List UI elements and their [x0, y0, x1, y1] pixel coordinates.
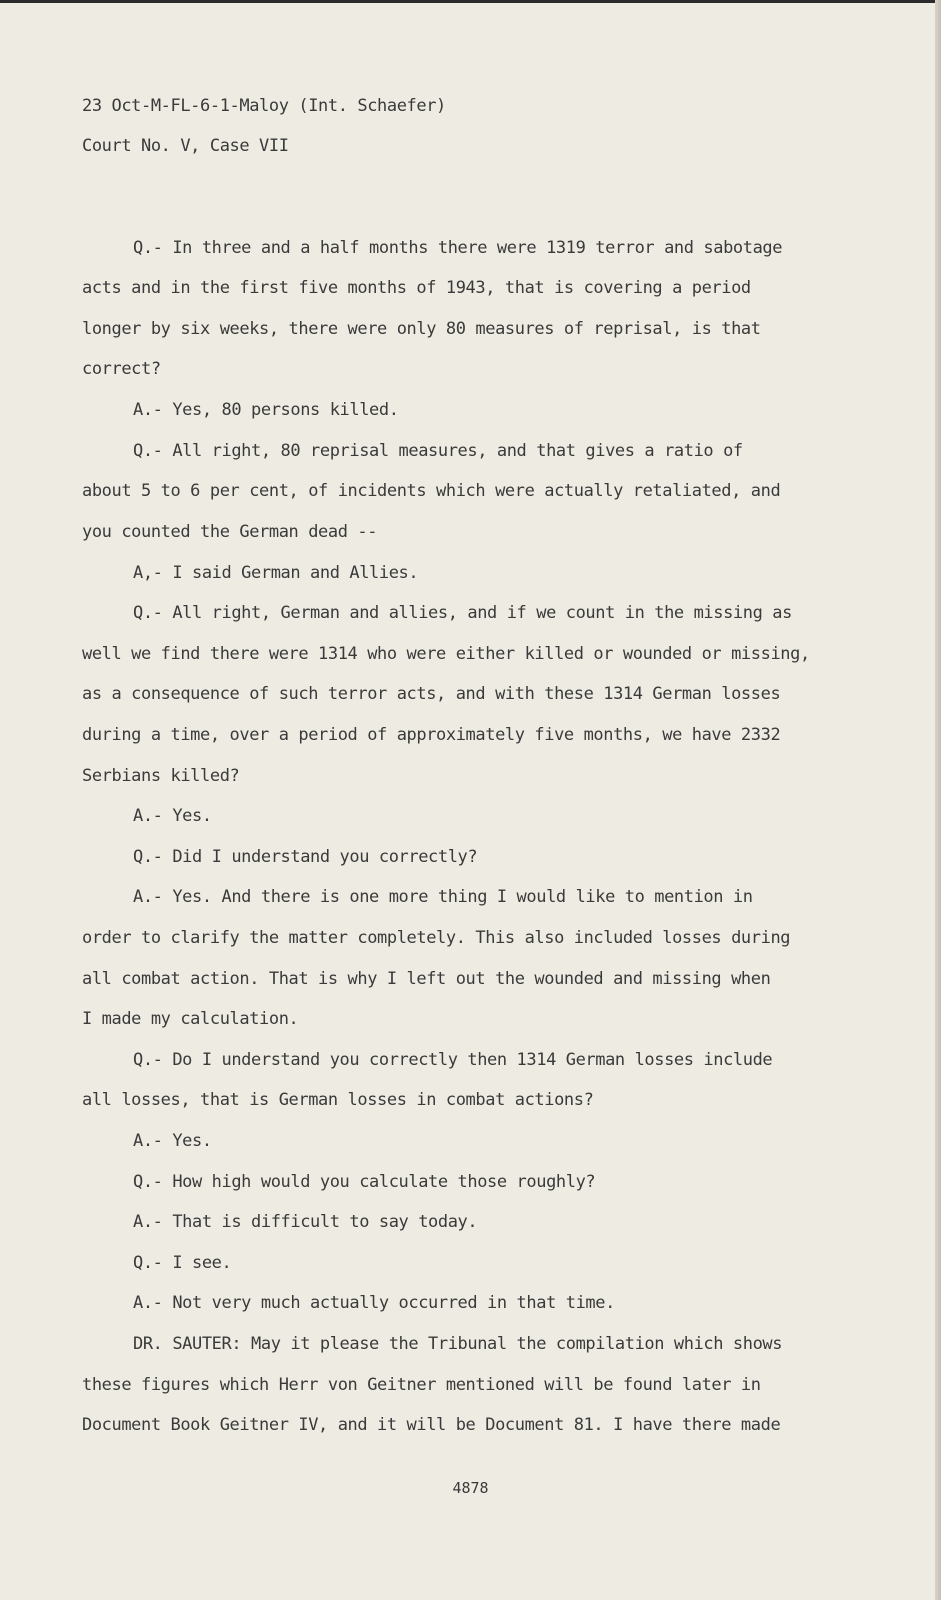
header-case-reference: 23 Oct-M-FL-6-1-Maloy (Int. Schaefer) [82, 96, 446, 116]
transcript-line: all combat action. That is why I left out the wounded and missing when [82, 969, 771, 989]
page-top-edge [0, 0, 941, 3]
transcript-line: all losses, that is German losses in combat actions? [82, 1090, 594, 1110]
transcript-line: A.- Yes, 80 persons killed. [133, 400, 399, 420]
transcript-line: well we find there were 1314 who were either killed or wounded or missing, [82, 644, 810, 664]
page-number: 4878 [452, 1479, 489, 1497]
header-court-line: Court No. V, Case VII [82, 136, 289, 156]
transcript-line: Q.- All right, German and allies, and if we count in the missing as [133, 603, 792, 623]
transcript-line: correct? [82, 359, 161, 379]
transcript-line: these figures which Herr von Geitner mentioned will be found later in [82, 1375, 761, 1395]
page-right-edge [935, 0, 941, 1600]
transcript-line: A.- Yes. [133, 1131, 212, 1151]
transcript-line: A.- Not very much actually occurred in that time. [133, 1293, 615, 1313]
transcript-line: A.- Yes. And there is one more thing I would like to mention in [133, 887, 753, 907]
transcript-line: Q.- I see. [133, 1253, 232, 1273]
transcript-line: you counted the German dead -- [82, 522, 378, 542]
transcript-line: Q.- All right, 80 reprisal measures, and that gives a ratio of [133, 441, 743, 461]
transcript-line: Q.- In three and a half months there were 1319 terror and sabotage [133, 238, 783, 258]
transcript-line: Q.- How high would you calculate those roughly? [133, 1172, 596, 1192]
transcript-line: about 5 to 6 per cent, of incidents which were actually retaliated, and [82, 481, 781, 501]
transcript-line: Q.- Do I understand you correctly then 1314 German losses include [133, 1050, 773, 1070]
transcript-line: Serbians killed? [82, 766, 240, 786]
transcript-line: A.- That is difficult to say today. [133, 1212, 478, 1232]
transcript-line: A,- I said German and Allies. [133, 563, 419, 583]
transcript-line: during a time, over a period of approximately five months, we have 2332 [82, 725, 781, 745]
transcript-line: longer by six weeks, there were only 80 measures of reprisal, is that [82, 319, 761, 339]
transcript-line: acts and in the first five months of 1943, that is covering a period [82, 278, 751, 298]
transcript-line: Document Book Geitner IV, and it will be Document 81. I have there made [82, 1415, 781, 1435]
transcript-line: Q.- Did I understand you correctly? [133, 847, 478, 867]
transcript-line: A.- Yes. [133, 806, 212, 826]
transcript-line: I made my calculation. [82, 1009, 299, 1029]
transcript-line: as a consequence of such terror acts, and with these 1314 German losses [82, 684, 781, 704]
transcript-line: DR. SAUTER: May it please the Tribunal the compilation which shows [133, 1334, 783, 1354]
transcript-line: order to clarify the matter completely. This also included losses during [82, 928, 791, 948]
